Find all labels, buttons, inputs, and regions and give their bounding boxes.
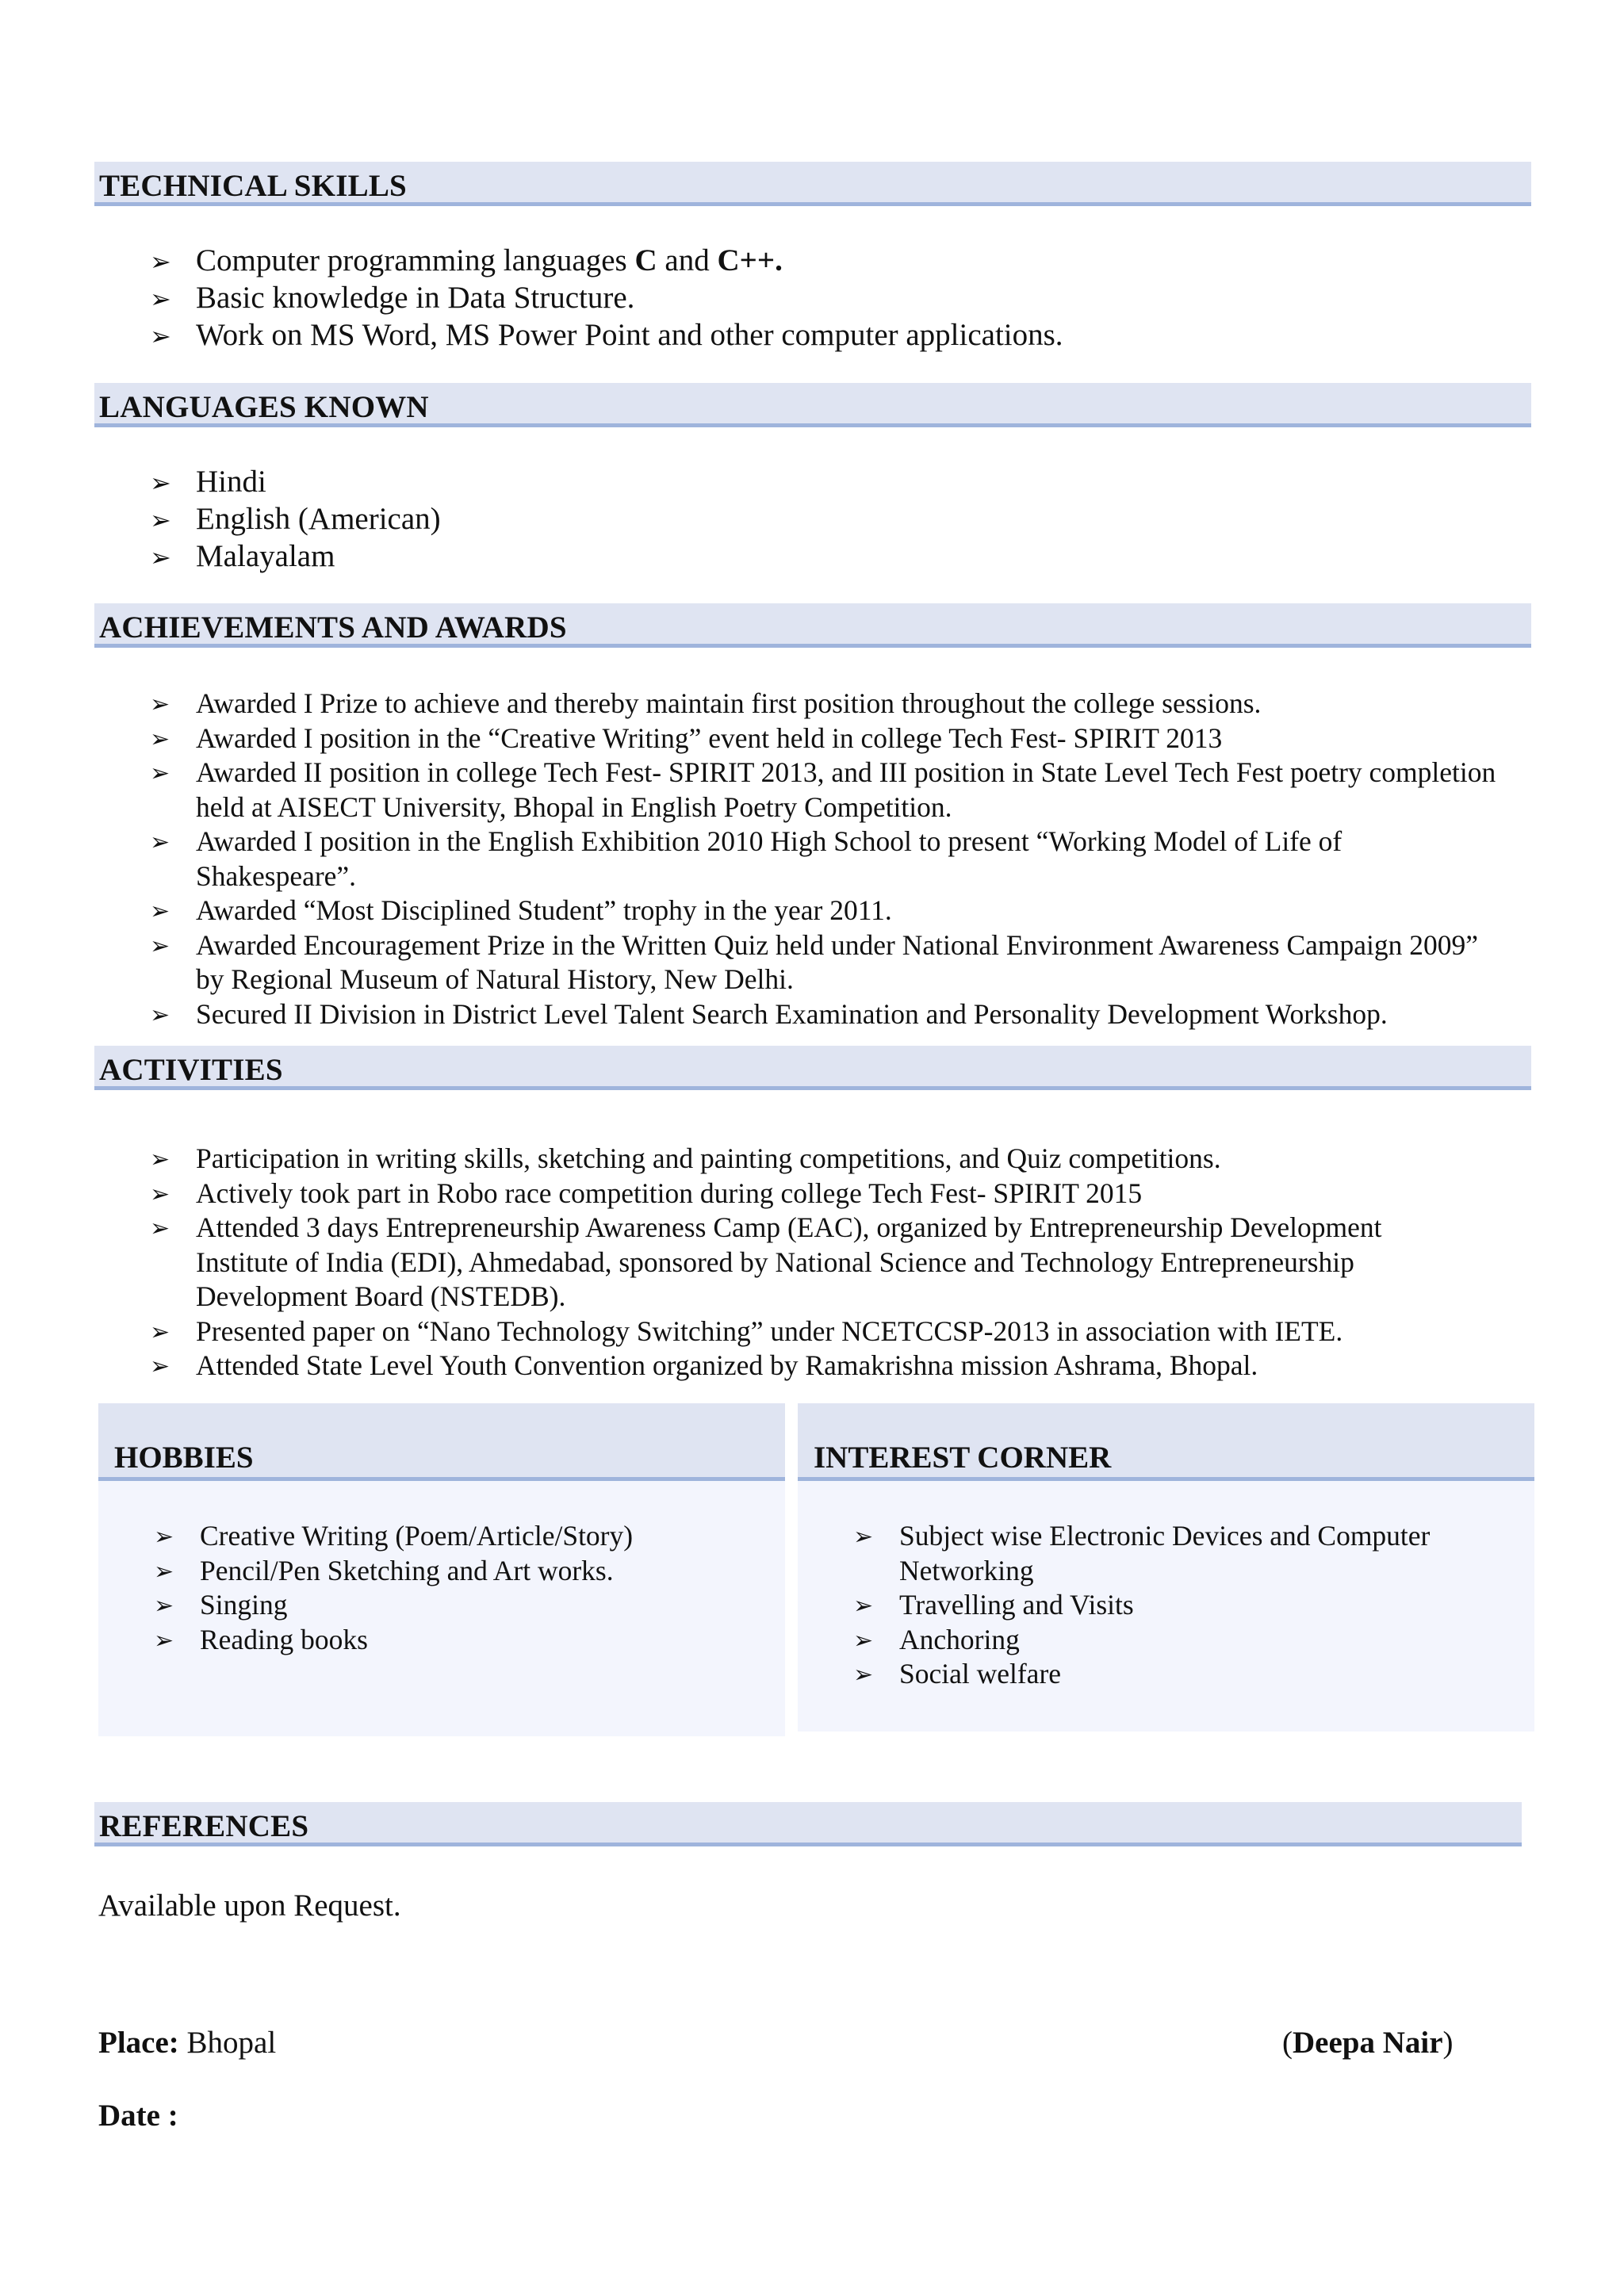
technical-skills-header — [94, 162, 1531, 206]
interest-corner-header — [798, 1403, 1534, 1481]
technical-skills-title: TECHNICAL SKILLS — [99, 169, 407, 203]
interest-corner-title: INTEREST CORNER — [814, 1441, 1112, 1475]
list-item: ➢ Creative Writing (Poem/Article/Story) — [98, 1519, 780, 1554]
arrow-bullet-icon: ➢ — [150, 1146, 170, 1173]
list-item: ➢ Hindi — [94, 463, 1522, 500]
list-item: ➢ Awarded Encouragement Prize in the Written Quiz held under National Environment Awareness Campaign 2009” by Regional Museum of Natural History, New Delhi. — [150, 928, 1479, 995]
list-item: ➢ Social welfare — [798, 1657, 1496, 1692]
list-item: ➢ Awarded I position in the “Creative Writing” event held in college Tech Fest- SPIRIT 2013 — [94, 721, 1498, 756]
hobbies-box — [98, 1403, 785, 1736]
list-item: ➢ Attended 3 days Entrepreneurship Awareness Camp (EAC), organized by Entrepreneurship Development Institute of India (EDI), Ahmedabad, sponsored by National Science and Technology Entrepreneurship Development Board (NSTEDB). — [150, 1211, 1382, 1312]
arrow-bullet-icon: ➢ — [853, 1662, 874, 1688]
arrow-bullet-icon: ➢ — [150, 725, 170, 752]
arrow-bullet-icon: ➢ — [154, 1627, 174, 1654]
references-header — [94, 1802, 1522, 1846]
arrow-bullet-icon: ➢ — [150, 760, 170, 786]
arrow-bullet-icon: ➢ — [150, 691, 170, 718]
list-item: ➢ Presented paper on “Nano Technology Switching” under NCETCCSP-2013 in association with IETE. — [94, 1314, 1498, 1349]
arrow-bullet-icon: ➢ — [154, 1593, 174, 1619]
arrow-bullet-icon: ➢ — [150, 285, 171, 313]
arrow-bullet-icon: ➢ — [150, 829, 170, 855]
hobbies-title: HOBBIES — [114, 1441, 254, 1475]
arrow-bullet-icon: ➢ — [150, 1318, 170, 1345]
hobbies-list — [98, 1519, 780, 1657]
date-label: Date : — [98, 2099, 178, 2133]
arrow-bullet-icon: ➢ — [154, 1558, 174, 1585]
arrow-bullet-icon: ➢ — [150, 247, 171, 276]
arrow-bullet-icon: ➢ — [150, 506, 171, 534]
list-item: ➢ Attended State Level Youth Convention organized by Ramakrishna mission Ashrama, Bhopal. — [94, 1349, 1498, 1383]
arrow-bullet-icon: ➢ — [853, 1593, 874, 1619]
arrow-bullet-icon: ➢ — [853, 1627, 874, 1654]
arrow-bullet-icon: ➢ — [150, 1001, 170, 1028]
references-title: REFERENCES — [99, 1809, 309, 1843]
list-item: ➢ Awarded I Prize to achieve and thereby maintain first position throughout the college sessions. — [94, 687, 1498, 721]
interest-corner-box — [798, 1403, 1534, 1732]
arrow-bullet-icon: ➢ — [150, 898, 170, 924]
list-item: ➢ Awarded I position in the English Exhibition 2010 High School to present “Working Model of Life of Shakespeare”. — [150, 825, 1342, 892]
languages-title: LANGUAGES KNOWN — [99, 390, 429, 424]
list-item: ➢ Basic knowledge in Data Structure. — [94, 279, 1522, 316]
achievements-header — [94, 603, 1531, 648]
technical-skills-list — [94, 242, 1522, 354]
arrow-bullet-icon: ➢ — [150, 469, 171, 497]
interest-corner-list — [798, 1519, 1496, 1692]
list-item: ➢ Reading books — [98, 1623, 780, 1658]
languages-list — [94, 463, 1522, 575]
achievements-title: ACHIEVEMENTS AND AWARDS — [99, 610, 567, 645]
references-text: Available upon Request. — [98, 1888, 401, 1923]
list-item: ➢ Secured II Division in District Level Talent Search Examination and Personality Development Workshop. — [94, 997, 1498, 1032]
signature: (Deepa Nair) — [1282, 2026, 1454, 2060]
arrow-bullet-icon: ➢ — [150, 1215, 170, 1242]
arrow-bullet-icon: ➢ — [154, 1524, 174, 1550]
activities-header — [94, 1046, 1531, 1090]
signature-name: Deepa Nair — [1293, 2026, 1443, 2060]
activities-title: ACTIVITIES — [99, 1053, 283, 1087]
arrow-bullet-icon: ➢ — [150, 1181, 170, 1207]
arrow-bullet-icon: ➢ — [853, 1524, 874, 1550]
list-item: ➢ Subject wise Electronic Devices and Computer Networking — [853, 1520, 1431, 1586]
list-item: ➢ Anchoring — [798, 1623, 1496, 1658]
list-item: ➢ Awarded “Most Disciplined Student” trophy in the year 2011. — [94, 894, 1498, 928]
hobbies-header — [98, 1403, 785, 1481]
date-line — [98, 2098, 178, 2133]
list-item: ➢ Work on MS Word, MS Power Point and other computer applications. — [94, 316, 1522, 354]
list-item: ➢ Awarded II position in college Tech Fest- SPIRIT 2013, and III position in State Level Tech Fest poetry completion held at AISECT University, Bhopal in English Poetry Competition. — [150, 756, 1496, 823]
list-item: ➢ Actively took part in Robo race competition during college Tech Fest- SPIRIT 2015 — [94, 1177, 1498, 1211]
place-value: Bhopal — [178, 2026, 277, 2060]
list-item: ➢ Singing — [98, 1588, 780, 1623]
list-item: ➢ Computer programming languages C and C++. — [94, 242, 1522, 279]
list-item: ➢ Pencil/Pen Sketching and Art works. — [98, 1554, 780, 1589]
list-item: ➢ Travelling and Visits — [798, 1588, 1496, 1623]
arrow-bullet-icon: ➢ — [150, 932, 170, 959]
place-label: Place: — [98, 2026, 179, 2060]
list-item: ➢ English (American) — [94, 500, 1522, 538]
arrow-bullet-icon: ➢ — [150, 322, 171, 350]
arrow-bullet-icon: ➢ — [150, 1353, 170, 1380]
achievements-list — [94, 687, 1498, 1031]
languages-header — [94, 383, 1531, 427]
place-line — [98, 2025, 276, 2061]
list-item: ➢ Malayalam — [94, 538, 1522, 575]
arrow-bullet-icon: ➢ — [150, 543, 171, 572]
list-item: ➢ Participation in writing skills, sketching and painting competitions, and Quiz competitions. — [94, 1142, 1498, 1177]
activities-list — [94, 1142, 1498, 1383]
